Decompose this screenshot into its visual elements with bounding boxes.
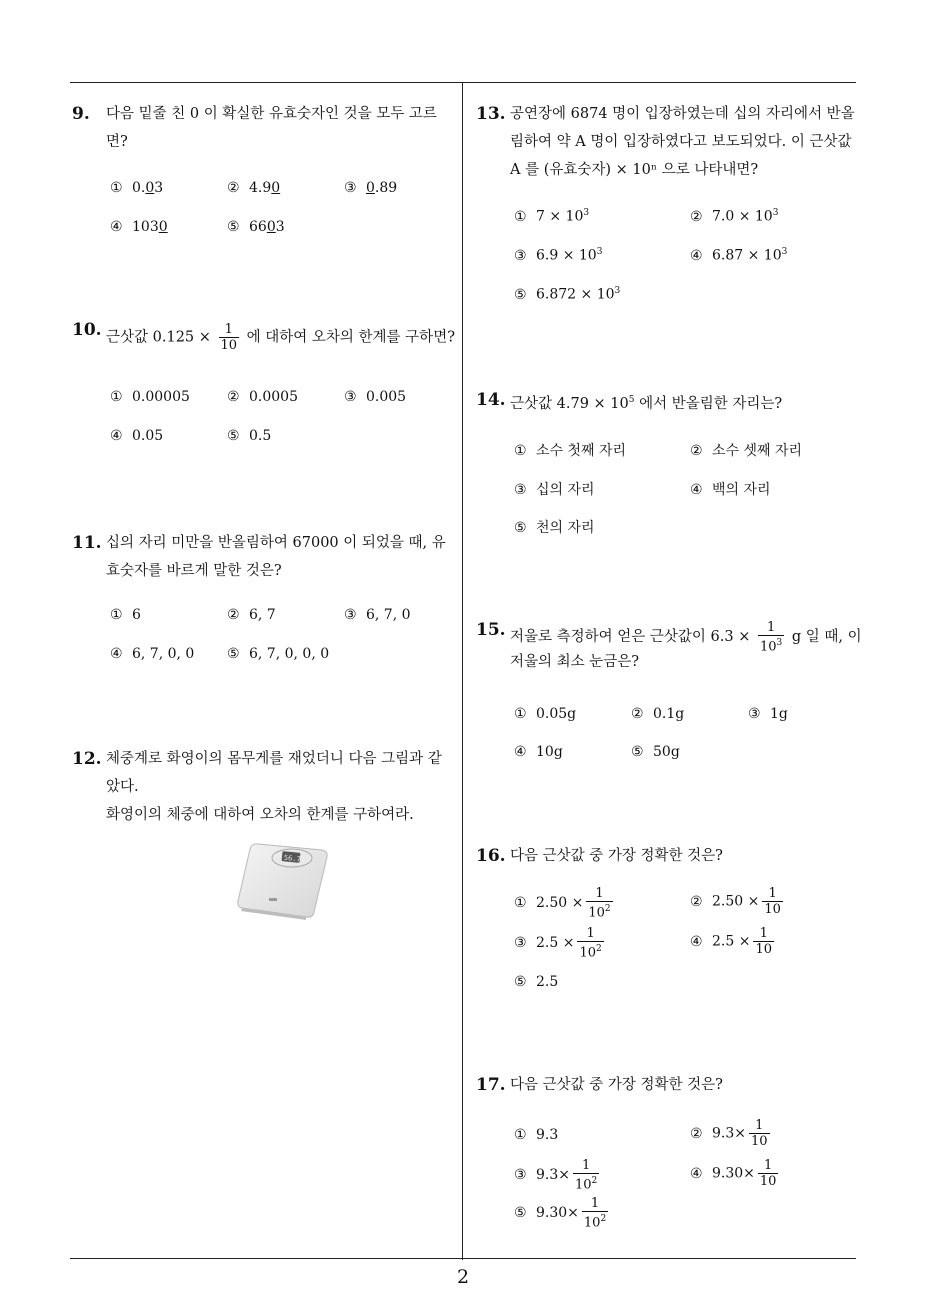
option-2[interactable]: ② 0.1g <box>631 706 685 722</box>
column-divider <box>462 82 463 1260</box>
question-stem: 다음 근삿값 중 가장 정확한 것은? <box>510 848 723 864</box>
option-1[interactable]: ① $7 \times 10^3$ <box>514 208 590 225</box>
question-number: 10. <box>72 320 102 340</box>
option-5[interactable]: ⑤ 2.5 <box>514 974 559 990</box>
question-number: 12. <box>72 749 102 769</box>
option-2[interactable]: ② 6, 7 <box>227 607 276 623</box>
question-stem: 십의 자리 미만을 반올림하여 67000 이 되었을 때, 유 <box>106 535 446 551</box>
question-stem-cont: 았다. <box>106 779 139 795</box>
option-3[interactable]: ③ 1g <box>748 706 788 722</box>
question-number: 13. <box>476 104 506 124</box>
option-1[interactable]: ① 0.00005 <box>110 389 190 405</box>
option-4[interactable]: ④ 1030 <box>110 219 168 235</box>
option-1[interactable]: ① 소수 첫째 자리 <box>514 443 627 459</box>
question-number: 9. <box>72 104 90 124</box>
option-4[interactable]: ④ 2.5 × $\frac{1}{10}$ <box>690 926 772 957</box>
option-3[interactable]: ③ 9.3× $\frac{1}{10^2}$ <box>514 1158 598 1193</box>
question-stem-cont: 면? <box>106 134 128 150</box>
option-5[interactable]: ⑤ $6.872 \times 10^3$ <box>514 286 621 303</box>
question-stem: 다음 밑줄 친 0 이 확실한 유효숫자인 것을 모두 고르 <box>106 106 437 122</box>
question-number: 15. <box>476 620 506 640</box>
option-4[interactable]: ④ 0.05 <box>110 428 164 444</box>
option-2[interactable]: ② $7.0 \times 10^3$ <box>690 208 779 225</box>
option-4[interactable]: ④ 10g <box>514 744 563 760</box>
question-stem: 저울로 측정하여 얻은 근삿값이 6.3 × $\frac{1}{10^3}$ g 일 때, 이 <box>510 620 862 655</box>
option-1[interactable]: ① 0.05g <box>514 706 577 722</box>
option-4[interactable]: ④ 6, 7, 0, 0 <box>110 646 195 662</box>
question-number: 17. <box>476 1075 506 1095</box>
question-stem: 근삿값 0.125 × $\frac{1}{10}$ 에 대하여 오차의 한계를 구하면? <box>106 322 455 353</box>
option-1[interactable]: ① 2.50 × $\frac{1}{10^2}$ <box>514 886 611 921</box>
bottom-rule <box>70 1258 856 1259</box>
option-3[interactable]: ③ 0.005 <box>344 389 407 405</box>
option-2[interactable]: ② 9.3× $\frac{1}{10}$ <box>690 1118 768 1149</box>
question-number: 11. <box>72 533 102 553</box>
option-5[interactable]: ⑤ 9.30× $\frac{1}{10^2}$ <box>514 1196 607 1231</box>
question-stem: 다음 근삿값 중 가장 정확한 것은? <box>510 1077 723 1093</box>
option-3[interactable]: ③ 2.5 × $\frac{1}{10^2}$ <box>514 926 602 961</box>
top-rule <box>70 82 856 83</box>
option-1[interactable]: ① 6 <box>110 607 141 623</box>
fraction: $\frac{1}{10^3}$ <box>759 620 783 655</box>
question-stem: 공연장에 6874 명이 입장하였는데 십의 자리에서 반올 <box>510 106 855 122</box>
question-stem-cont: 저울의 최소 눈금은? <box>510 654 640 670</box>
option-5[interactable]: ⑤ 6, 7, 0, 0, 0 <box>227 646 330 662</box>
option-5[interactable]: ⑤ 6603 <box>227 219 285 235</box>
option-1[interactable]: ① 0.03 <box>110 180 164 196</box>
option-3[interactable]: ③ 0.89 <box>344 180 398 196</box>
bathroom-scale-image <box>236 840 330 924</box>
option-4[interactable]: ④ 백의 자리 <box>690 482 771 498</box>
option-2[interactable]: ② 0.0005 <box>227 389 298 405</box>
fraction: $\frac{1}{10}$ <box>220 322 238 353</box>
question-stem-cont: 림하여 약 A 명이 입장하였다고 보도되었다. 이 근삿값 <box>510 134 852 150</box>
option-5[interactable]: ⑤ 0.5 <box>227 428 272 444</box>
option-2[interactable]: ② 4.90 <box>227 180 281 196</box>
option-2[interactable]: ② 2.50 × $\frac{1}{10}$ <box>690 886 781 917</box>
option-5[interactable]: ⑤ 50g <box>631 744 680 760</box>
question-stem: 체중계로 화영이의 몸무게를 재었더니 다음 그림과 같 <box>106 751 442 767</box>
option-4[interactable]: ④ $6.87 \times 10^3$ <box>690 247 788 264</box>
option-3[interactable]: ③ 십의 자리 <box>514 482 595 498</box>
scale-display: 56.7 <box>283 853 302 864</box>
option-4[interactable]: ④ 9.30× $\frac{1}{10}$ <box>690 1158 777 1189</box>
question-stem-cont: A 를 (유효숫자) × 10ⁿ 으로 나타내면? <box>510 162 759 178</box>
question-stem-cont: 화영이의 체중에 대하여 오차의 한계를 구하여라. <box>106 807 414 823</box>
option-1[interactable]: ① 9.3 <box>514 1127 559 1143</box>
question-stem: 근삿값 $4.79 \times 10^5$ 에서 반올림한 자리는? <box>510 395 783 412</box>
question-number: 16. <box>476 846 506 866</box>
option-3[interactable]: ③ $6.9 \times 10^3$ <box>514 247 603 264</box>
option-5[interactable]: ⑤ 천의 자리 <box>514 520 595 536</box>
option-3[interactable]: ③ 6, 7, 0 <box>344 607 411 623</box>
question-number: 14. <box>476 390 506 410</box>
question-stem-cont: 효숫자를 바르게 말한 것은? <box>106 563 282 579</box>
option-2[interactable]: ② 소수 셋째 자리 <box>690 443 803 459</box>
page-number: 2 <box>456 1266 470 1288</box>
